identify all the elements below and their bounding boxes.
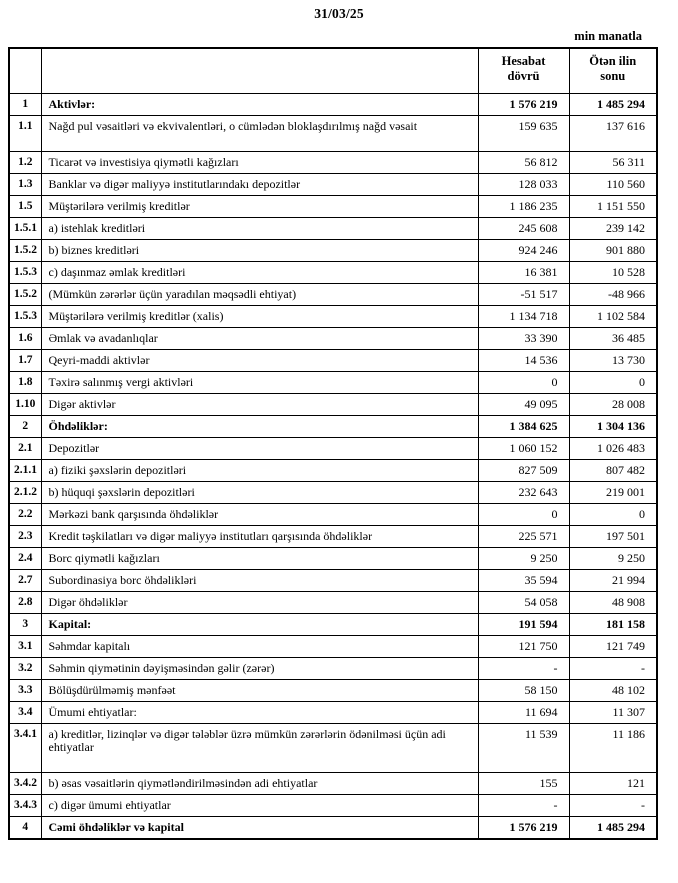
row-number: 1.5.3	[9, 262, 41, 284]
row-number: 3	[9, 614, 41, 636]
table-row	[9, 592, 657, 614]
row-value-current: 128 033	[478, 174, 569, 196]
row-number: 3.4	[9, 702, 41, 724]
row-number: 2.2	[9, 504, 41, 526]
row-value-current: 159 635	[478, 116, 569, 152]
table-row	[9, 196, 657, 218]
row-value-prior: 36 485	[569, 328, 657, 350]
row-value-prior: 181 158	[569, 614, 657, 636]
row-number: 1.6	[9, 328, 41, 350]
row-value-current: 1 576 219	[478, 94, 569, 116]
row-label: Subordinasiya borc öhdəlikləri	[41, 570, 478, 592]
table-row	[9, 570, 657, 592]
row-label: Kredit təşkilatları və digər maliyyə institutları qarşısında öhdəliklər	[41, 526, 478, 548]
row-label: b) hüquqi şəxslərin depozitləri	[41, 482, 478, 504]
row-value-prior: 121 749	[569, 636, 657, 658]
row-value-current: 16 381	[478, 262, 569, 284]
row-value-current: 33 390	[478, 328, 569, 350]
row-label: Digər aktivlər	[41, 394, 478, 416]
row-value-current: 1 134 718	[478, 306, 569, 328]
table-row	[9, 658, 657, 680]
table-row	[9, 548, 657, 570]
unit-note: min manatla	[574, 29, 642, 43]
row-value-prior: 137 616	[569, 116, 657, 152]
row-number: 3.4.3	[9, 795, 41, 817]
header-row	[9, 48, 657, 94]
row-number: 1.1	[9, 116, 41, 152]
table-row	[9, 152, 657, 174]
row-label: Ümumi ehtiyatlar:	[41, 702, 478, 724]
row-label: a) istehlak kreditləri	[41, 218, 478, 240]
row-value-prior: 197 501	[569, 526, 657, 548]
row-number: 2.3	[9, 526, 41, 548]
row-value-prior: 11 186	[569, 724, 657, 773]
row-number: 1.7	[9, 350, 41, 372]
row-label: Əmlak və avadanlıqlar	[41, 328, 478, 350]
row-value-current: 54 058	[478, 592, 569, 614]
row-value-prior: 21 994	[569, 570, 657, 592]
report-date: 31/03/25	[314, 6, 364, 21]
row-number: 2.4	[9, 548, 41, 570]
row-value-prior: 901 880	[569, 240, 657, 262]
row-value-current: 1 576 219	[478, 817, 569, 840]
row-value-current: 0	[478, 372, 569, 394]
table-row	[9, 116, 657, 152]
table-row	[9, 504, 657, 526]
row-value-prior: 48 102	[569, 680, 657, 702]
row-label: b) biznes kreditləri	[41, 240, 478, 262]
row-value-prior: 807 482	[569, 460, 657, 482]
row-label: Müştərilərə verilmiş kreditlər	[41, 196, 478, 218]
row-label: (Mümkün zərərlər üçün yaradılan məqsədli ehtiyat)	[41, 284, 478, 306]
row-label: Müştərilərə verilmiş kreditlər (xalis)	[41, 306, 478, 328]
table-row	[9, 482, 657, 504]
row-number: 2.1	[9, 438, 41, 460]
table-row	[9, 416, 657, 438]
row-value-current: 155	[478, 773, 569, 795]
table-row	[9, 328, 657, 350]
row-value-prior: 56 311	[569, 152, 657, 174]
row-value-current: 245 608	[478, 218, 569, 240]
header-line: Hesabat	[501, 54, 546, 68]
row-value-prior: 28 008	[569, 394, 657, 416]
row-number: 3.2	[9, 658, 41, 680]
row-value-prior: -	[569, 795, 657, 817]
row-label: Borc qiymətli kağızları	[41, 548, 478, 570]
table-row	[9, 306, 657, 328]
row-value-prior: 1 485 294	[569, 817, 657, 840]
header-current-period	[478, 48, 569, 94]
table-row	[9, 174, 657, 196]
row-number: 2.1.1	[9, 460, 41, 482]
row-value-prior: 9 250	[569, 548, 657, 570]
table-row	[9, 773, 657, 795]
row-value-prior: -48 966	[569, 284, 657, 306]
row-value-prior: 1 485 294	[569, 94, 657, 116]
row-label: a) fiziki şəxslərin depozitləri	[41, 460, 478, 482]
table-row	[9, 438, 657, 460]
row-label: c) digər ümumi ehtiyatlar	[41, 795, 478, 817]
row-label: Ticarət və investisiya qiymətli kağızları	[41, 152, 478, 174]
row-value-prior: 1 151 550	[569, 196, 657, 218]
row-value-prior: 219 001	[569, 482, 657, 504]
row-value-current: 58 150	[478, 680, 569, 702]
row-value-current: -	[478, 658, 569, 680]
table-row	[9, 94, 657, 116]
row-number: 3.4.1	[9, 724, 41, 773]
table-row	[9, 724, 657, 773]
row-number: 1.5.1	[9, 218, 41, 240]
row-value-current: 35 594	[478, 570, 569, 592]
row-label: Aktivlər:	[41, 94, 478, 116]
row-number: 1.8	[9, 372, 41, 394]
row-value-current: 1 384 625	[478, 416, 569, 438]
table-row	[9, 680, 657, 702]
table-row	[9, 614, 657, 636]
table-row	[9, 636, 657, 658]
row-value-prior: 11 307	[569, 702, 657, 724]
row-number: 2.1.2	[9, 482, 41, 504]
row-value-current: 121 750	[478, 636, 569, 658]
row-label: Bölüşdürülməmiş mənfəət	[41, 680, 478, 702]
header-line: sonu	[600, 69, 626, 83]
row-value-current: 225 571	[478, 526, 569, 548]
row-label: Banklar və digər maliyyə institutlarındakı depozitlər	[41, 174, 478, 196]
row-value-current: 14 536	[478, 350, 569, 372]
row-number: 3.4.2	[9, 773, 41, 795]
row-value-prior: 0	[569, 504, 657, 526]
row-label: Digər öhdəliklər	[41, 592, 478, 614]
row-value-prior: -	[569, 658, 657, 680]
row-value-current: 827 509	[478, 460, 569, 482]
row-value-current: 1 060 152	[478, 438, 569, 460]
row-value-current: 191 594	[478, 614, 569, 636]
row-value-prior: 48 908	[569, 592, 657, 614]
row-number: 1.5.3	[9, 306, 41, 328]
row-label: Nağd pul vəsaitləri və ekvivalentləri, o cümlədən bloklaşdırılmış nağd vəsait	[41, 116, 478, 152]
row-value-prior: 13 730	[569, 350, 657, 372]
row-value-prior: 110 560	[569, 174, 657, 196]
row-label: Depozitlər	[41, 438, 478, 460]
row-value-current: 0	[478, 504, 569, 526]
table-row	[9, 795, 657, 817]
row-number: 1.5	[9, 196, 41, 218]
row-value-current: -51 517	[478, 284, 569, 306]
row-label: Qeyri-maddi aktivlər	[41, 350, 478, 372]
row-value-current: 49 095	[478, 394, 569, 416]
table-row	[9, 350, 657, 372]
table-row	[9, 240, 657, 262]
table-row	[9, 460, 657, 482]
header-prior-period	[569, 48, 657, 94]
row-value-prior: 10 528	[569, 262, 657, 284]
row-value-current: 11 539	[478, 724, 569, 773]
row-value-current: 924 246	[478, 240, 569, 262]
row-number: 2	[9, 416, 41, 438]
header-cell-description	[41, 48, 478, 94]
table-row	[9, 394, 657, 416]
row-value-prior: 1 102 584	[569, 306, 657, 328]
row-label: Səhmin qiymətinin dəyişməsindən gəlir (zərər)	[41, 658, 478, 680]
balance-sheet-table	[8, 47, 658, 840]
row-number: 1	[9, 94, 41, 116]
row-number: 1.2	[9, 152, 41, 174]
row-label: Səhmdar kapitalı	[41, 636, 478, 658]
row-number: 2.8	[9, 592, 41, 614]
row-value-current: 9 250	[478, 548, 569, 570]
row-number: 4	[9, 817, 41, 840]
row-value-prior: 239 142	[569, 218, 657, 240]
row-label: a) kreditlər, lizinqlər və digər tələblər üzrə mümkün zərərlərin ödənilməsi üçün adi ehtiyatlar	[41, 724, 478, 773]
row-value-prior: 1 026 483	[569, 438, 657, 460]
row-number: 1.5.2	[9, 284, 41, 306]
row-number: 1.3	[9, 174, 41, 196]
row-number: 3.3	[9, 680, 41, 702]
row-value-current: 11 694	[478, 702, 569, 724]
row-value-prior: 1 304 136	[569, 416, 657, 438]
row-label: Mərkəzi bank qarşısında öhdəliklər	[41, 504, 478, 526]
row-number: 1.5.2	[9, 240, 41, 262]
row-label: Cəmi öhdəliklər və kapital	[41, 817, 478, 840]
row-value-current: 232 643	[478, 482, 569, 504]
table-row	[9, 526, 657, 548]
row-number: 1.10	[9, 394, 41, 416]
header-line: dövrü	[507, 69, 540, 83]
table-row	[9, 372, 657, 394]
row-label: Öhdəliklər:	[41, 416, 478, 438]
table-row	[9, 218, 657, 240]
header-cell-number	[9, 48, 41, 94]
header-line: Ötən ilin	[589, 54, 637, 68]
row-label: Kapital:	[41, 614, 478, 636]
row-value-current: -	[478, 795, 569, 817]
row-value-current: 56 812	[478, 152, 569, 174]
row-number: 3.1	[9, 636, 41, 658]
row-label: c) daşınmaz əmlak kreditləri	[41, 262, 478, 284]
row-value-current: 1 186 235	[478, 196, 569, 218]
table-row	[9, 702, 657, 724]
row-value-prior: 121	[569, 773, 657, 795]
table-row	[9, 262, 657, 284]
table-row	[9, 284, 657, 306]
row-label: b) əsas vəsaitlərin qiymətləndirilməsindən adi ehtiyatlar	[41, 773, 478, 795]
table-row	[9, 817, 657, 840]
row-label: Təxirə salınmış vergi aktivləri	[41, 372, 478, 394]
row-number: 2.7	[9, 570, 41, 592]
row-value-prior: 0	[569, 372, 657, 394]
